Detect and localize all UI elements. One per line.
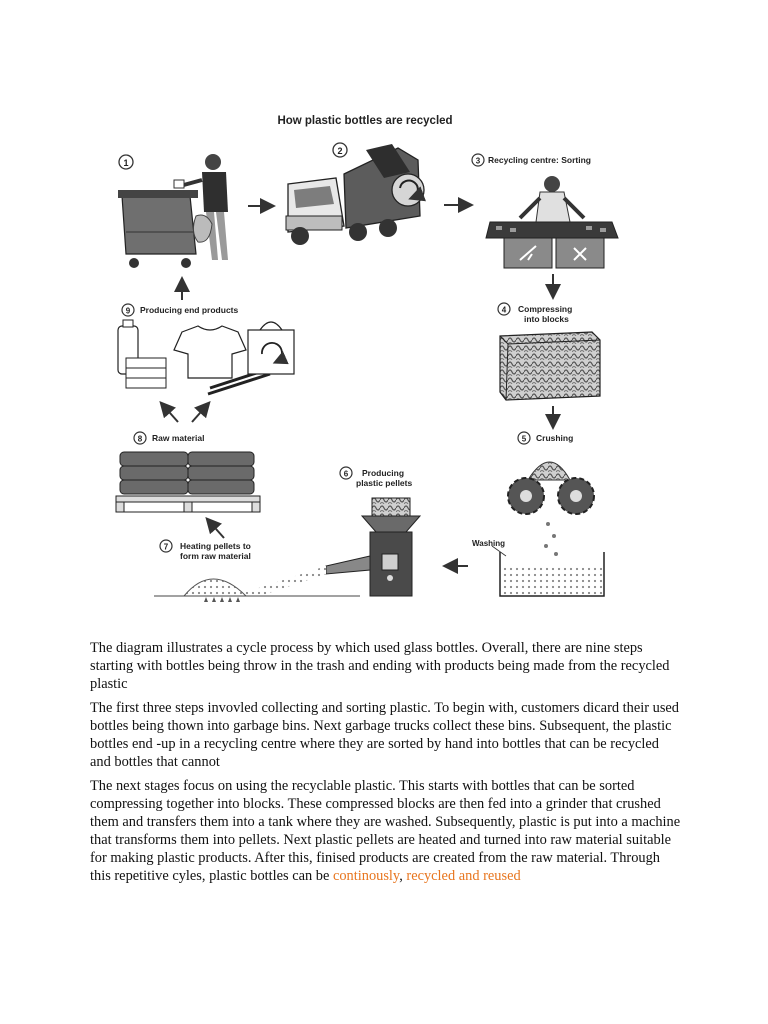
step-3-number: 3 bbox=[475, 156, 481, 166]
step-9-number: 9 bbox=[125, 306, 131, 316]
step-3-label: Recycling centre: Sorting bbox=[488, 155, 591, 165]
step-6-number: 6 bbox=[343, 469, 349, 479]
washing-label: Washing bbox=[472, 539, 506, 548]
essay-paragraph-1: The diagram illustrates a cycle process by which used glass bottles. Overall, there are nine steps starting with bottles being throw in the trash and ending with products being made from the recycled plastic bbox=[90, 640, 670, 692]
step-6-pellet-machine-illustration bbox=[326, 467, 420, 596]
step-4-compressing-illustration bbox=[498, 303, 600, 400]
step-5-crushing-illustration bbox=[472, 432, 604, 596]
recycling-diagram bbox=[100, 104, 645, 612]
step-9-end-products-illustration bbox=[118, 304, 294, 394]
essay-body bbox=[90, 639, 682, 891]
highlighted-word-continously: continously bbox=[332, 868, 400, 884]
step-4-label-line1: Compressing bbox=[518, 304, 573, 314]
step-5-label: Crushing bbox=[536, 433, 574, 443]
step-1-number: 1 bbox=[123, 158, 129, 168]
step-1-bin-illustration bbox=[118, 154, 228, 268]
essay-paragraph-3-main: The next stages focus on using the recyclable plastic. This starts with bottles that can be sorted compressing together into blocks. These compressed blocks are then fed into a grinder that crushed them and transfers them into a tank where they are washed. Subsequently, plastic is put into a machine that transforms them into pellets. Next plastic pellets are heated and turned into raw material suitable for making plastic products. After this, finised products are created from the raw material. Through this repetitive cyles, plastic bottles can be bbox=[90, 778, 681, 884]
step-4-number: 4 bbox=[501, 305, 507, 315]
step-8-number: 8 bbox=[137, 434, 143, 444]
step-5-number: 5 bbox=[521, 434, 527, 444]
essay-paragraph-3-separator: , bbox=[399, 868, 407, 884]
step-6-label-line1: Producing bbox=[362, 468, 405, 478]
step-8-label: Raw material bbox=[152, 433, 205, 443]
step-9-label: Producing end products bbox=[140, 305, 239, 315]
step-2-truck-illustration bbox=[286, 143, 424, 245]
step-7-number: 7 bbox=[163, 542, 169, 552]
step-7-label-line2: form raw material bbox=[180, 551, 251, 561]
highlighted-phrase-recycled-and-reused: recycled and reused bbox=[406, 868, 521, 884]
diagram-title: How plastic bottles are recycled bbox=[277, 115, 453, 127]
step-7-label-line1: Heating pellets to bbox=[180, 541, 251, 551]
step-3-sorting-illustration bbox=[472, 154, 618, 268]
step-6-label-line2: plastic pellets bbox=[356, 478, 413, 488]
step-8-raw-material-illustration bbox=[116, 432, 260, 512]
essay-paragraph-3 bbox=[90, 777, 682, 885]
step-4-label-line2: into blocks bbox=[524, 314, 569, 324]
step-2-number: 2 bbox=[337, 146, 343, 156]
essay-paragraph-2: The first three steps invovled collecting and sorting plastic. To begin with, customers dicard their used bottles being thown into garbage bins. Next garbage trucks collect these bins. Subsequent, the plastic bottles end -up in a recycling centre where they are sorted by hand into bottles that can be recycled and bottles that cannot bbox=[90, 700, 680, 770]
